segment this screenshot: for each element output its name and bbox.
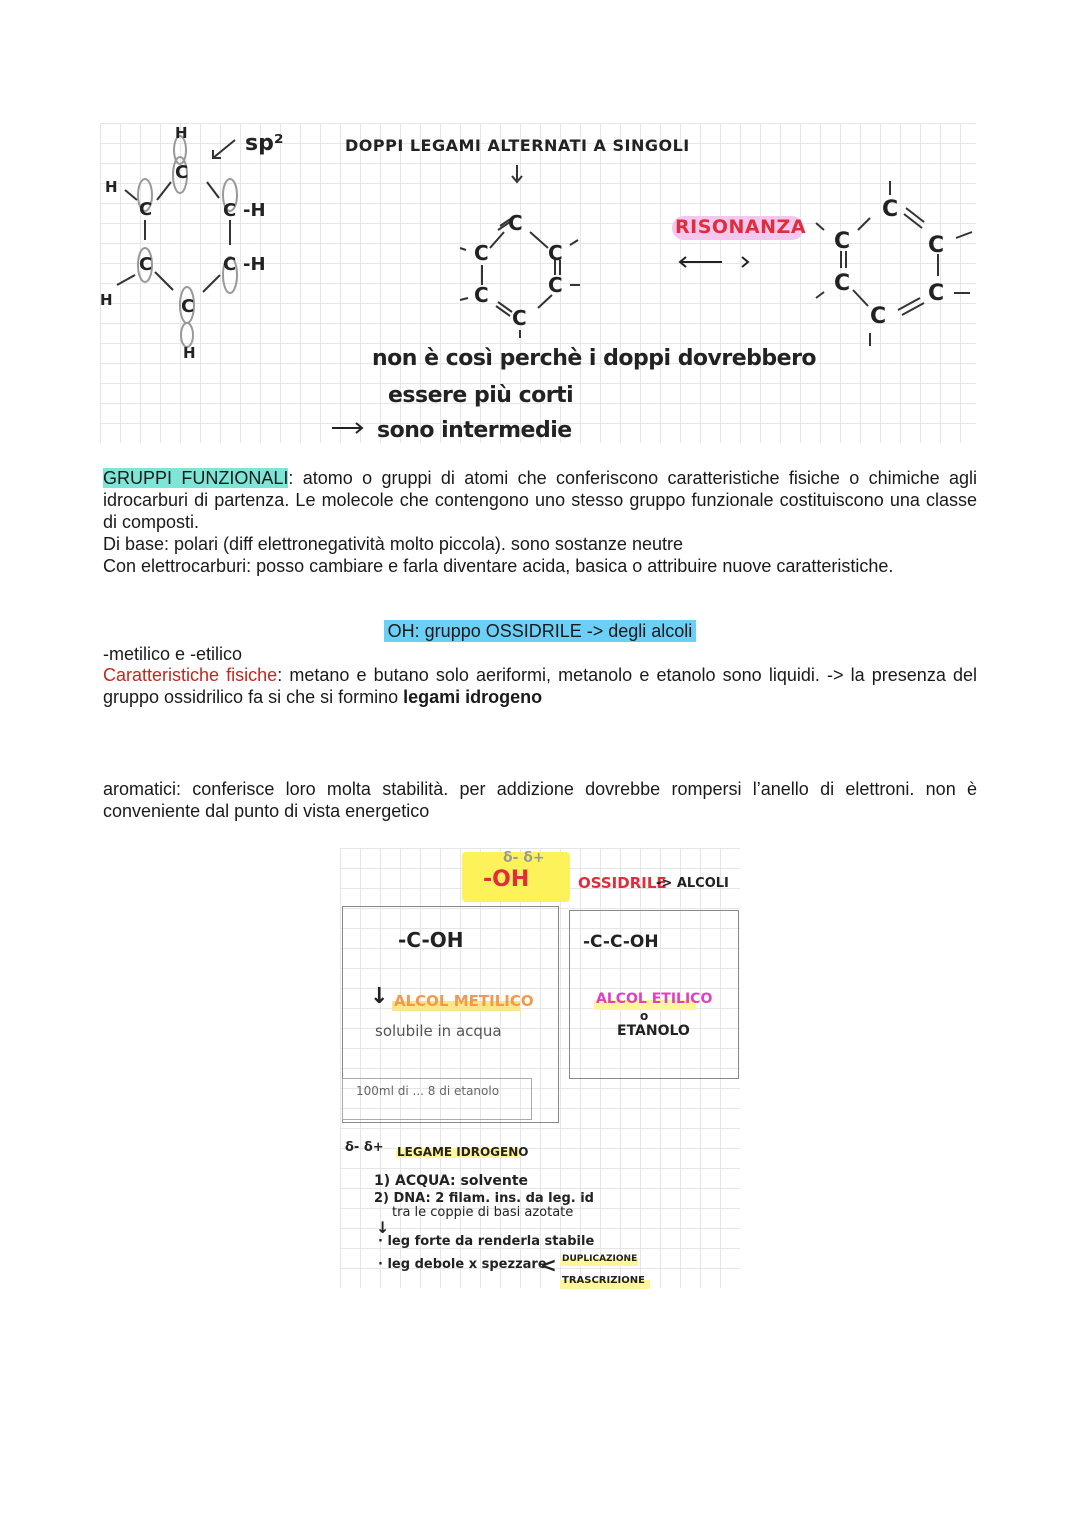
leg-debole-line: · leg debole x spezzare — [378, 1257, 547, 1272]
o-label: o — [640, 1009, 649, 1023]
atom-h-bottom-left: H — [100, 291, 113, 309]
res-c-3: C — [928, 233, 945, 258]
res-c-5: C — [928, 281, 945, 306]
note-line-1: non è così perchè i doppi dovrebbero — [372, 346, 817, 371]
atom-c-2: C — [139, 199, 153, 220]
kekule-c-6: C — [512, 306, 527, 330]
di-base-line: Di base: polari (diff elettronegatività molto piccola). sono sostanze neutre — [103, 534, 683, 554]
note-line-3: sono intermedie — [377, 418, 572, 443]
atom-h-top: H — [175, 124, 188, 142]
item-2b: tra le coppie di basi azotate — [392, 1205, 574, 1220]
alcoli-label: -> ALCOLI — [656, 876, 729, 891]
metilico-line: -metilico e -etilico — [103, 644, 243, 664]
atom-c-6: C — [181, 296, 195, 317]
kekule-c-2: C — [474, 241, 489, 265]
item-2a: 2) DNA: 2 filam. ins. da leg. id — [374, 1191, 594, 1206]
note-100ml: 100ml di ... 8 di etanolo — [356, 1084, 500, 1098]
res-c-6: C — [870, 304, 887, 329]
charges-label: δ- δ+ — [503, 850, 545, 866]
atom-c-5: C — [223, 254, 237, 275]
caratteristiche-definition: : metano e butano solo aeriformi, metanolo e etanolo sono liquidi. -> la presenza del gruppo ossidrilico fa si che si formino — [103, 665, 977, 707]
bond-h-1: -H — [243, 200, 266, 221]
sp2-label: sp² — [245, 131, 284, 156]
leg-forte-line: · leg forte da renderla stabile — [378, 1234, 595, 1249]
hydrogen-bond-charges: δ- δ+ — [345, 1140, 384, 1155]
oh-group-label: -OH — [483, 867, 530, 892]
gruppi-funzionali-definition: : atomo o gruppi di atomi che conferiscono caratteristiche fisiche o chimiche agli idrocarburi di partenza. Le molecole che contengono uno stesso gruppo funzionale costituiscono una classe di composti. — [103, 468, 977, 532]
oh-heading — [0, 620, 1080, 642]
kekule-c-5: C — [548, 273, 563, 297]
atom-c-4: C — [139, 254, 153, 275]
risonanza-label: RISONANZA — [675, 216, 807, 238]
legame-idrogeno-label: LEGAME IDROGENO — [397, 1145, 529, 1159]
legami-idrogeno-term: legami idrogeno — [403, 687, 543, 707]
aromatici-paragraph: aromatici: conferisce loro molta stabilità. per addizione dovrebbe rompersi l’anello di elettroni. non è conveniente dal punto di vista energetico — [103, 779, 977, 821]
benzene-orbital-diagram — [95, 120, 305, 370]
benzene-kekule-structure — [440, 160, 600, 340]
solubile-label: solubile in acqua — [375, 1022, 502, 1040]
res-c-4: C — [834, 271, 851, 296]
ossidrile-label: OSSIDRILE — [578, 874, 667, 892]
res-c-2: C — [834, 229, 851, 254]
alcol-etilico-label: ALCOL ETILICO — [596, 991, 713, 1007]
gruppi-funzionali-paragraph — [103, 467, 977, 533]
methanol-arrow-icon: ↓ — [370, 984, 389, 1009]
benzene-resonance-structure — [808, 178, 978, 353]
note-arrow-icon — [330, 420, 370, 436]
kekule-c-4: C — [474, 283, 489, 307]
ethanol-formula: -C-C-OH — [583, 932, 659, 952]
res-c-1: C — [882, 197, 899, 222]
bond-h-2: -H — [243, 254, 266, 275]
atom-c-3: C — [223, 200, 237, 221]
oh-heading-text: OH: gruppo OSSIDRILE -> degli alcoli — [384, 620, 697, 642]
etanolo-label: ETANOLO — [617, 1023, 690, 1039]
atom-c-1: C — [175, 162, 189, 183]
gruppi-funzionali-term: GRUPPI FUNZIONALI — [103, 468, 289, 488]
atom-h-bottom: H — [183, 344, 196, 362]
kekule-c-3: C — [548, 241, 563, 265]
item-1: 1) ACQUA: solvente — [374, 1173, 529, 1189]
branch-icon: < — [540, 1253, 557, 1277]
trascrizione-label: TRASCRIZIONE — [562, 1275, 645, 1286]
caption-alternated-bonds: DOPPI LEGAMI ALTERNATI A SINGOLI — [345, 136, 690, 155]
kekule-c-1: C — [508, 211, 523, 235]
alcol-metilico-label: ALCOL METILICO — [394, 992, 534, 1010]
methanol-formula: -C-OH — [398, 928, 464, 952]
caratteristiche-paragraph — [103, 664, 977, 708]
list-arrow-icon: ↓ — [376, 1218, 390, 1237]
duplicazione-label: DUPLICAZIONE — [562, 1254, 638, 1264]
atom-h-left: H — [105, 178, 118, 196]
note-line-2: essere più corti — [388, 383, 574, 408]
elettrocarburi-paragraph: Con elettrocarburi: posso cambiare e farla diventare acida, basica o attribuire nuove caratteristiche. — [103, 556, 894, 576]
resonance-arrow-icon — [676, 252, 756, 272]
caratteristiche-term: Caratteristiche fisiche — [103, 665, 278, 685]
